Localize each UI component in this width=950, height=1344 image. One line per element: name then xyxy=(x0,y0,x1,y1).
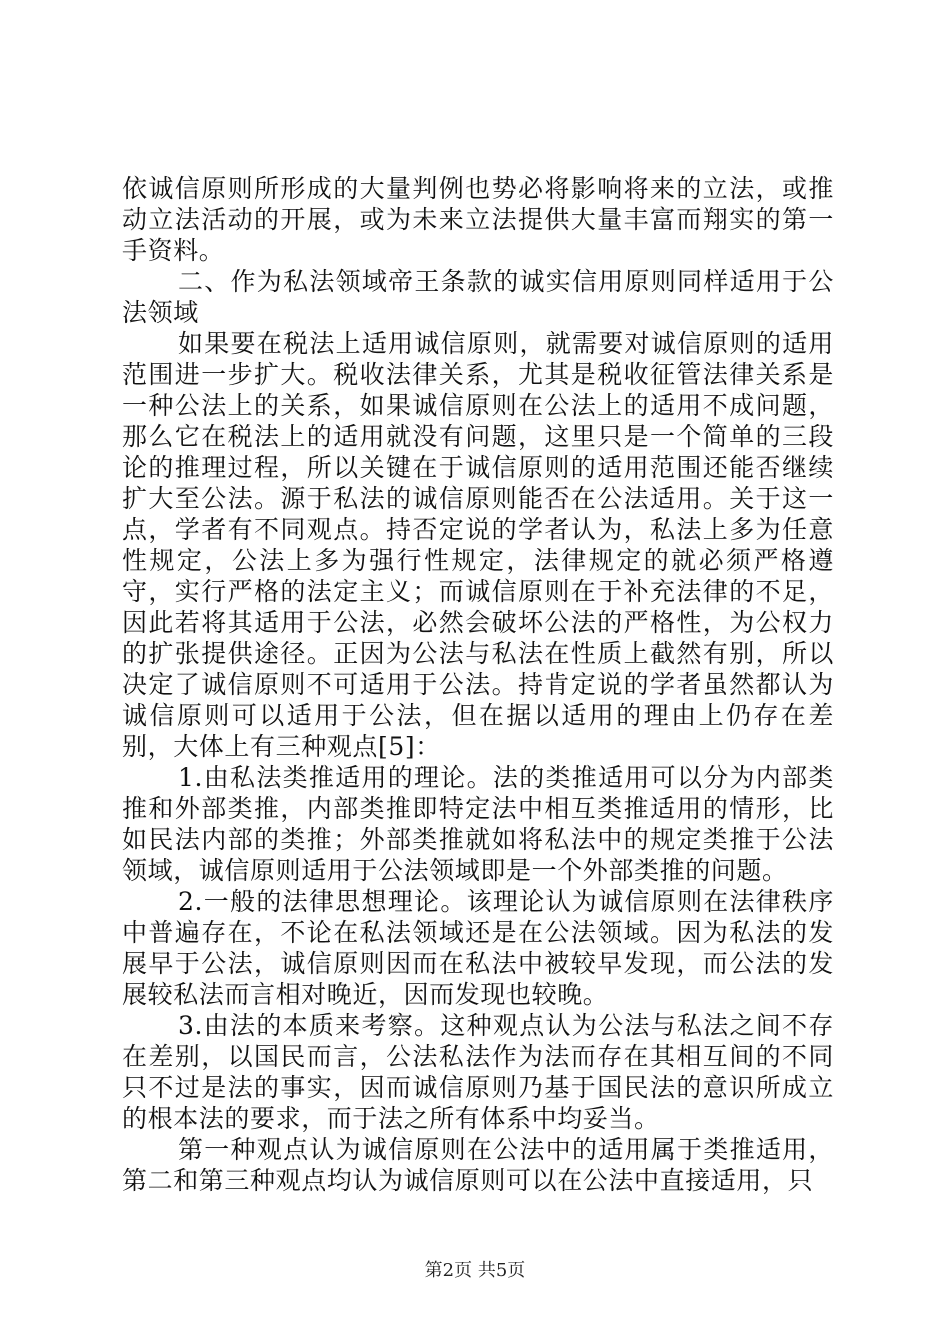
list-item-viewpoint-3: 3.由法的本质来考察。这种观点认为公法与私法之间不存在差别，以国民而言，公法私法作为法而存在其相互间的不同只不过是法的事实，因而诚信原则乃基于国民法的意识所成立的根本法的要求，而于法之所有体系中均妥当。 xyxy=(122,1011,834,1133)
page-number-footer: 第2页 共5页 xyxy=(424,1260,526,1281)
document-body xyxy=(122,173,834,1196)
section-heading: 二、作为私法领域帝王条款的诚实信用原则同样适用于公法领域 xyxy=(122,267,834,327)
list-item-viewpoint-2: 2.一般的法律思想理论。该理论认为诚信原则在法律秩序中普遍存在，不论在私法领域还是在公法领域。因为私法的发展早于公法，诚信原则因而在私法中被较早发现，而公法的发展较私法而言相对晚近，因而发现也较晚。 xyxy=(122,887,834,1009)
list-item-viewpoint-1: 1.由私法类推适用的理论。法的类推适用可以分为内部类推和外部类推，内部类推即特定法中相互类推适用的情形，比如民法内部的类推；外部类推就如将私法中的规定类推于公法领域，诚信原则适用于公法领域即是一个外部类推的问题。 xyxy=(122,763,834,885)
paragraph-argument: 如果要在税法上适用诚信原则，就需要对诚信原则的适用范围进一步扩大。税收法律关系，尤其是税收征管法律关系是一种公法上的关系，如果诚信原则在公法上的适用不成问题，那么它在税法上的适用就没有问题，这里只是一个简单的三段论的推理过程，所以关键在于诚信原则的适用范围还能否继续扩大至公法。源于私法的诚信原则能否在公法适用。关于这一点，学者有不同观点。持否定说的学者认为，私法上多为任意性规定，公法上多为强行性规定，法律规定的就必须严格遵守，实行严格的法定主义；而诚信原则在于补充法律的不足，因此若将其适用于公法，必然会破坏公法的严格性，为公权力的扩张提供途径。正因为公法与私法在性质上截然有别，所以决定了诚信原则不可适用于公法。持肯定说的学者虽然都认为诚信原则可以适用于公法，但在据以适用的理由上仍存在差别，大体上有三种观点[5]： xyxy=(122,329,834,761)
paragraph-continuation: 依诚信原则所形成的大量判例也势必将影响将来的立法，或推动立法活动的开展，或为未来立法提供大量丰富而翔实的第一手资料。 xyxy=(122,174,834,265)
paragraph-conclusion: 第一种观点认为诚信原则在公法中的适用属于类推适用，第二和第三种观点均认为诚信原则可以在公法中直接适用，只 xyxy=(122,1135,834,1195)
